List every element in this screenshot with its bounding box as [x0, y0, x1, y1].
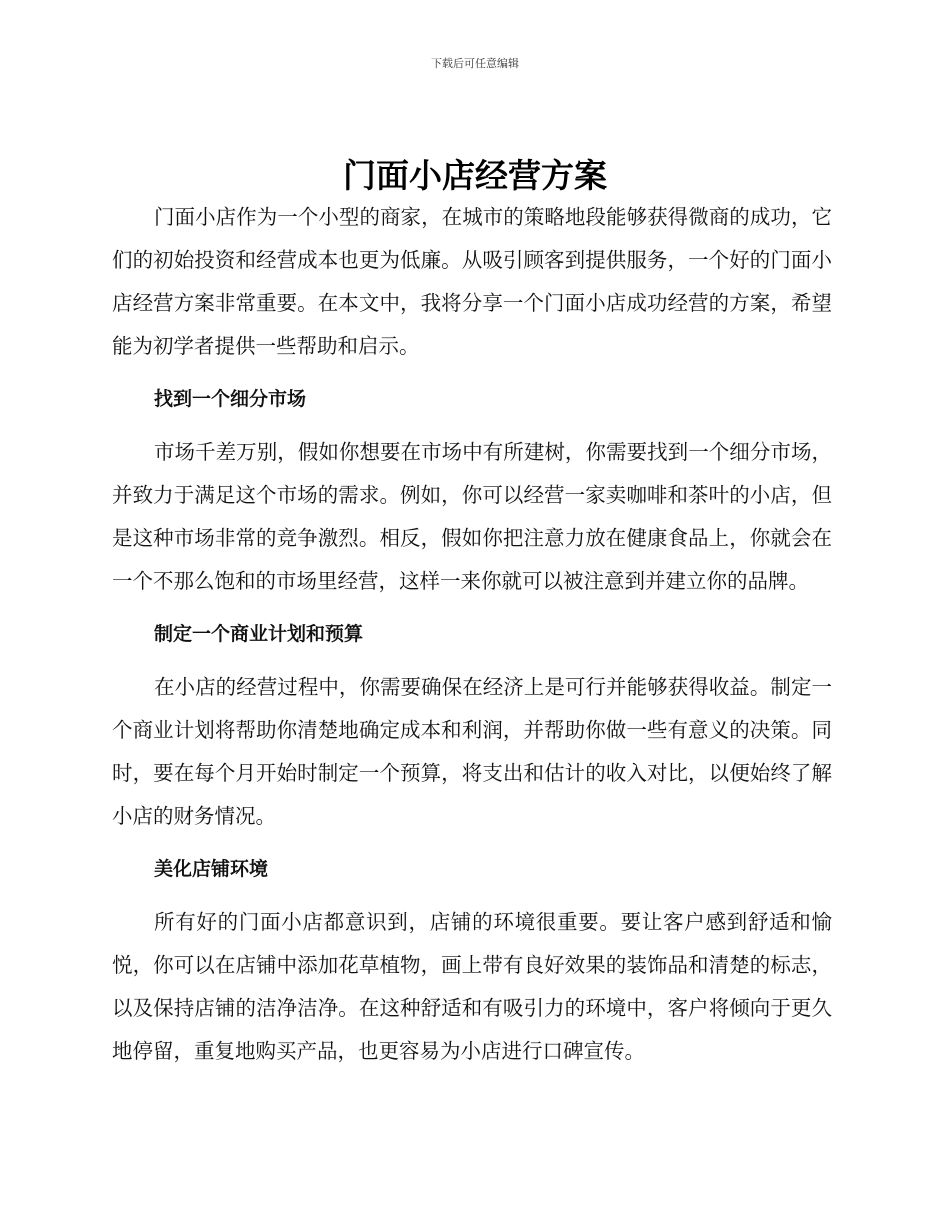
document-title: 门面小店经营方案 — [343, 156, 607, 195]
section-paragraph-environment: 所有好的门面小店都意识到，店铺的环境很重要。要让客户感到舒适和愉悦，你可以在店铺中添加花草植物，画上带有良好效果的装饰品和清楚的标志，以及保持店铺的洁净洁净。在这种舒适和有吸引力的环境中，客户将倾向于更久地停留，重复地购买产品，也更容易为小店进行口碑宣传。 — [112, 910, 832, 1063]
header-note: 下载后可任意编辑 — [431, 57, 519, 70]
section-heading-environment: 美化店铺环境 — [154, 858, 269, 880]
document-body — [112, 196, 832, 1073]
intro-paragraph: 门面小店作为一个小型的商家，在城市的策略地段能够获得微商的成功，它们的初始投资和经营成本也更为低廉。从吸引顾客到提供服务，一个好的门面小店经营方案非常重要。在本文中，我将分享一个门面小店成功经营的方案，希望能为初学者提供一些帮助和启示。 — [112, 205, 832, 358]
section-heading-plan: 制定一个商业计划和预算 — [154, 623, 364, 645]
section-paragraph-market: 市场千差万别，假如你想要在市场中有所建树，你需要找到一个细分市场，并致力于满足这个市场的需求。例如，你可以经营一家卖咖啡和茶叶的小店，但是这种市场非常的竞争激烈。相反，假如你把注意力放在健康食品上，你就会在一个不那么饱和的市场里经营，这样一来你就可以被注意到并建立你的品牌。 — [112, 440, 832, 593]
section-paragraph-plan: 在小店的经营过程中，你需要确保在经济上是可行并能够获得收益。制定一个商业计划将帮助你清楚地确定成本和利润，并帮助你做一些有意义的决策。同时，要在每个月开始时制定一个预算，将支出和估计的收入对比，以便始终了解小店的财务情况。 — [112, 675, 832, 828]
section-heading-market: 找到一个细分市场 — [154, 388, 307, 410]
